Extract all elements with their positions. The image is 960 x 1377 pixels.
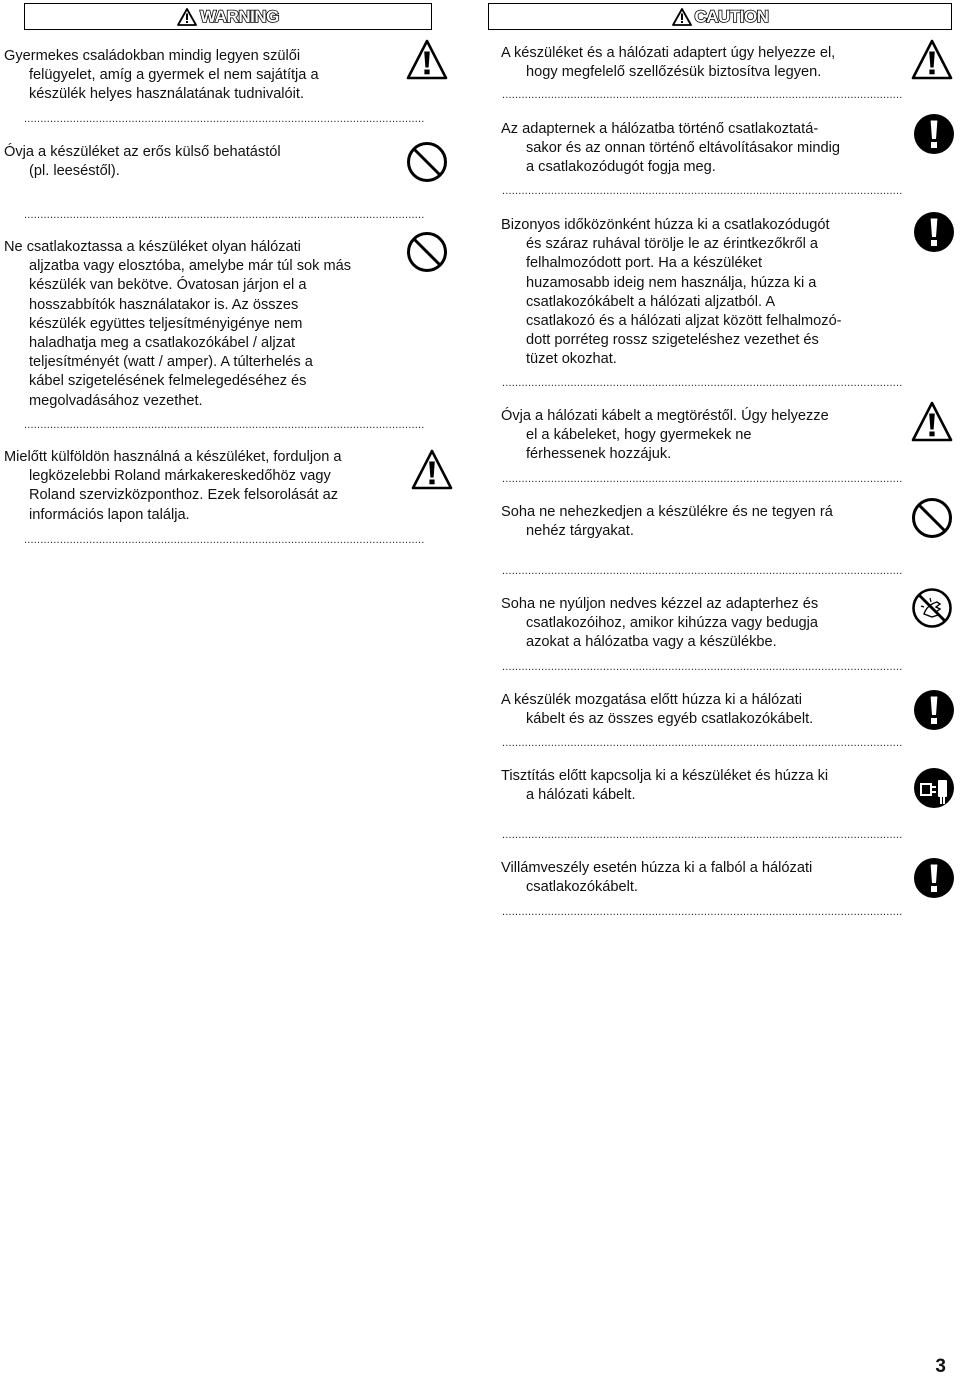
text-line: Óvja a hálózati kábelt a megtöréstől. Úgy helyezze — [501, 408, 829, 424]
caution-item-4 — [501, 407, 829, 465]
text-line: el a kábeleket, hogy gyermekek ne — [526, 427, 752, 444]
text-line: Bizonyos időközönként húzza ki a csatlakozódugót — [501, 217, 830, 233]
separator: ........................................................................................................................... — [24, 534, 425, 546]
warning-item-3 — [4, 238, 351, 411]
mandatory-icon — [912, 210, 956, 254]
text-line: csatlakozó és a hálózati aljzat között felhalmozó- — [526, 313, 842, 330]
text-line: kábel szigetelésének felmelegedéséhez és — [29, 373, 307, 390]
text-line: Soha ne nehezkedjen a készülékre és ne tegyen rá — [501, 504, 833, 520]
text-line: A készülék mozgatása előtt húzza ki a hálózati — [501, 692, 802, 708]
caution-header-triangle-icon — [672, 8, 692, 26]
separator: ........................................................................................................................... — [24, 209, 425, 221]
text-line: Roland szervizközponthoz. Ezek felsorolását az — [29, 487, 339, 504]
prohibited-icon — [910, 496, 954, 540]
text-line: nehéz tárgyakat. — [526, 523, 634, 540]
text-line: A készüléket és a hálózati adaptert úgy helyezze el, — [501, 45, 836, 61]
text-line: huzamosabb ideig nem használja, húzza ki a — [526, 274, 817, 291]
unplug-icon — [912, 766, 956, 810]
text-line: haladhatja meg a csatlakozókábel / aljzat — [29, 335, 296, 352]
prohibited-icon — [405, 230, 449, 274]
text-line: Az adapternek a hálózatba történő csatlakoztatá- — [501, 121, 819, 137]
caution-item-7 — [501, 691, 813, 729]
caution-title: CAUTION — [694, 7, 769, 26]
separator: ........................................................................................................................... — [502, 89, 903, 101]
caution-item-5 — [501, 503, 833, 541]
separator: ........................................................................................................................... — [24, 419, 425, 431]
warning-triangle-icon — [410, 448, 454, 492]
text-line: legközelebbi Roland márkakereskedőhöz vagy — [29, 468, 331, 485]
separator: ........................................................................................................................... — [502, 565, 903, 577]
separator: ........................................................................................................................... — [502, 829, 903, 841]
text-line: készülék van bekötve. Óvatosan járjon el a — [29, 277, 307, 294]
warning-triangle-icon — [910, 400, 954, 444]
text-line: Mielőtt külföldön használná a készüléket, forduljon a — [4, 449, 342, 465]
caution-header — [488, 3, 952, 30]
text-line: csatlakozókábelt a hálózati aljzatból. A — [526, 293, 776, 310]
separator: ........................................................................................................................... — [502, 661, 903, 673]
text-line: aljzatba vagy elosztóba, amelybe már túl sok más — [29, 258, 352, 275]
text-line: kábelt és az összes egyéb csatlakozókábelt. — [526, 711, 814, 728]
text-line: Tisztítás előtt kapcsolja ki a készüléket és húzza ki — [501, 768, 829, 784]
caution-item-1 — [501, 44, 835, 82]
text-line: azokat a hálózatba vagy a készülékbe. — [526, 634, 777, 651]
text-line: tüzet okozhat. — [526, 351, 617, 368]
warning-item-2 — [4, 143, 281, 181]
separator: ........................................................................................................................... — [502, 185, 903, 197]
warning-item-1 — [4, 47, 319, 105]
separator: ........................................................................................................................... — [502, 473, 903, 485]
text-line: megolvadásához vezethet. — [29, 392, 203, 409]
caution-item-9 — [501, 859, 812, 897]
separator: ........................................................................................................................... — [502, 737, 903, 749]
mandatory-icon — [912, 856, 956, 900]
text-line: készülék helyes használatának tudnivalóit. — [29, 86, 305, 103]
text-line: hosszabbítók használatakor is. Az összes — [29, 296, 299, 313]
warning-triangle-icon — [910, 38, 954, 82]
warning-item-4 — [4, 448, 341, 525]
text-line: Villámveszély esetén húzza ki a falból a hálózati — [501, 860, 813, 876]
mandatory-icon — [912, 112, 956, 156]
text-line: teljesítményét (watt / amper). A túlterhelés a — [29, 354, 313, 371]
text-line: hogy megfelelő szellőzésük biztosítva legyen. — [526, 64, 822, 81]
caution-item-3 — [501, 216, 842, 370]
warning-header — [24, 3, 432, 30]
caution-item-8 — [501, 767, 828, 805]
text-line: férhessenek hozzájuk. — [526, 446, 672, 463]
text-line: Óvja a készüléket az erős külső behatástól — [4, 144, 281, 160]
text-line: felhalmozódott port. Ha a készüléket — [526, 255, 763, 272]
page-number: 3 — [935, 1356, 946, 1377]
separator: ........................................................................................................................... — [502, 906, 903, 918]
warning-triangle-icon — [405, 38, 449, 82]
prohibited-icon — [405, 140, 449, 184]
text-line: felügyelet, amíg a gyermek el nem sajátítja a — [29, 67, 319, 84]
text-line: Ne csatlakoztassa a készüléket olyan hálózati — [4, 239, 301, 255]
text-line: a hálózati kábelt. — [526, 787, 636, 804]
text-line: készülék együttes teljesítményigénye nem — [29, 315, 303, 332]
separator: ........................................................................................................................... — [502, 377, 903, 389]
mandatory-icon — [912, 688, 956, 732]
warning-title: WARNING — [200, 7, 279, 26]
text-line: (pl. leeséstől). — [29, 163, 120, 180]
caution-item-2 — [501, 120, 840, 178]
text-line: csatlakozóihoz, amikor kihúzza vagy bedugja — [526, 615, 819, 632]
text-line: csatlakozókábelt. — [526, 879, 638, 896]
text-line: a csatlakozódugót fogja meg. — [526, 159, 716, 176]
text-line: Gyermekes családokban mindig legyen szülői — [4, 48, 301, 64]
no-wet-hands-icon — [910, 586, 954, 630]
warning-header-triangle-icon — [177, 8, 197, 26]
separator: ........................................................................................................................... — [24, 113, 425, 125]
text-line: Soha ne nyúljon nedves kézzel az adapterhez és — [501, 596, 819, 612]
caution-item-6 — [501, 595, 818, 653]
text-line: sakor és az onnan történő eltávolításakor mindig — [526, 140, 840, 157]
text-line: információs lapon találja. — [29, 506, 190, 523]
text-line: dott porréteg rossz szigeteléshez vezethet és — [526, 332, 819, 349]
text-line: és száraz ruhával törölje le az érintkezőkről a — [526, 236, 819, 253]
